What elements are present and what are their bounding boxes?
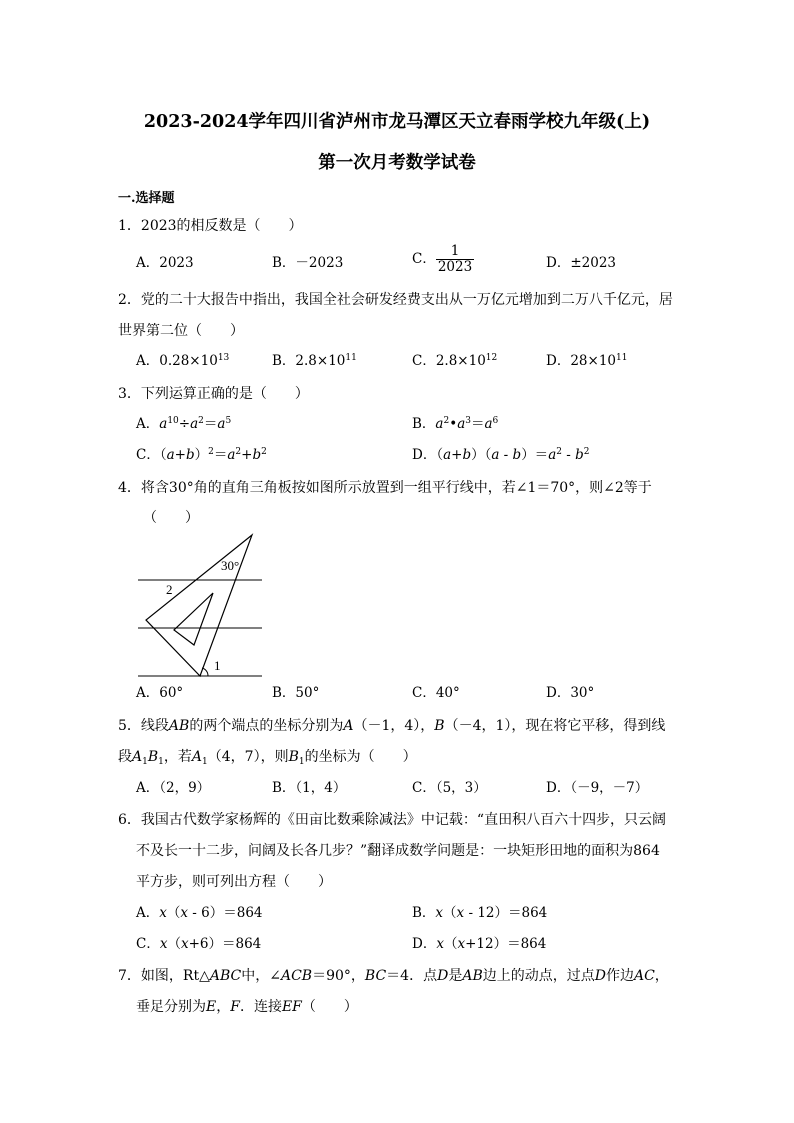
fraction-denominator: 2023 <box>437 259 473 275</box>
question-3-stem: 3．下列运算正确的是（ ） <box>118 386 309 402</box>
question-2-line2: 世界第二位（ ） <box>118 323 244 339</box>
question-4-line2: （ ） <box>143 510 199 526</box>
q6-option-a: A．x（x - 6）＝864 <box>136 905 263 921</box>
angle-2-label: 2 <box>166 582 173 597</box>
q3-option-c: C．$(a+b)^2=a^2+b^2$ <box>136 447 267 463</box>
q2-option-b <box>272 351 357 371</box>
q1-option-c-prefix: C． <box>412 251 436 267</box>
q5-option-d: D．（－9，－7） <box>546 780 649 796</box>
q6-option-d: D．x（x+12）＝864 <box>412 936 547 952</box>
base: C．2.8×10 <box>412 353 486 369</box>
q1-option-a: A．2023 <box>136 255 194 271</box>
q6-option-b: B．x（x - 12）＝864 <box>412 905 548 921</box>
q1-option-c <box>412 244 474 275</box>
question-1-stem: 1．2023的相反数是（ ） <box>118 218 303 234</box>
question-7-line2: 垂足分别为E，F．连接EF（ ） <box>136 999 358 1015</box>
exponent: 13 <box>217 353 230 363</box>
exponent: 12 <box>485 353 498 363</box>
section-heading: 一.选择题 <box>118 191 175 206</box>
q3-option-d: D．$(a+b)(a - b)=a^2 - b^2$ <box>412 447 590 463</box>
exam-title-line2: 第一次月考数学试卷 <box>318 153 476 173</box>
angle-30-label: 30° <box>221 558 240 573</box>
question-4-line1: 4．将含30°角的直角三角板按如图所示放置到一组平行线中，若∠1＝70°，则∠2等于 <box>118 480 652 496</box>
question-5-line2: 段$A_1B_1$，若$A_1(4$，7），则$B_1$的坐标为（ ） <box>118 749 417 767</box>
q5-option-c: C．（5，3） <box>412 780 487 796</box>
triangle-ruler-inner <box>174 593 213 645</box>
question-6-line2: 不及长一十二步，问阔及长各几步？”翻译成数学问题是：一块矩形田地的面积为864 <box>136 843 660 859</box>
question-7-line1: 7．如图，Rt△ABC中，∠ACB＝90°，BC＝4．点D是AB边上的动点，过点D作边AC， <box>118 968 669 984</box>
question-5-line1: 5．线段AB的两个端点的坐标分别为A（－1，4），B（－4，1），现在将它平移，得到线 <box>118 718 666 734</box>
q6-option-c: C．x（x+6）＝864 <box>136 936 262 952</box>
base: A．0.28×10 <box>136 353 218 369</box>
question-6-line1: 6．我国古代数学家杨辉的《田亩比数乘除减法》中记载：“直田积八百六十四步，只云阔 <box>118 812 667 828</box>
exponent: 11 <box>345 353 357 363</box>
q3-option-b: B．$a^2•a^3=a^6$ <box>412 416 499 432</box>
q4-option-c: C．40° <box>412 685 460 701</box>
question-6-line3: 平方步，则可列出方程（ ） <box>136 874 332 890</box>
q1-fraction <box>436 244 474 275</box>
q1-option-b: B．－2023 <box>272 255 344 271</box>
q2-option-d <box>546 351 627 371</box>
q3-option-a: A．$a^{10}\div a^2=a^5$ <box>136 416 232 432</box>
q5-option-b: B．（1，4） <box>272 780 347 796</box>
base: D．28×10 <box>546 353 616 369</box>
q1-option-d: D．±2023 <box>546 255 616 271</box>
exponent: 11 <box>616 353 628 363</box>
angle-1-label: 1 <box>214 658 221 673</box>
fraction-numerator: 1 <box>436 244 474 260</box>
triangle-parallel-lines-figure <box>136 530 266 680</box>
question-2-line1: 2．党的二十大报告中指出，我国全社会研发经费支出从一万亿元增加到二万八千亿元，居 <box>118 292 673 308</box>
q2-option-c <box>412 351 497 371</box>
q4-option-d: D．30° <box>546 685 595 701</box>
q4-option-b: B．50° <box>272 685 320 701</box>
exam-title-line1: 2023-2024学年四川省泸州市龙马潭区天立春雨学校九年级(上) <box>143 112 651 132</box>
base: B．2.8×10 <box>272 353 346 369</box>
q5-option-a: A．（2，9） <box>136 780 211 796</box>
q2-option-a <box>136 351 229 371</box>
q4-option-a: A．60° <box>136 685 184 701</box>
